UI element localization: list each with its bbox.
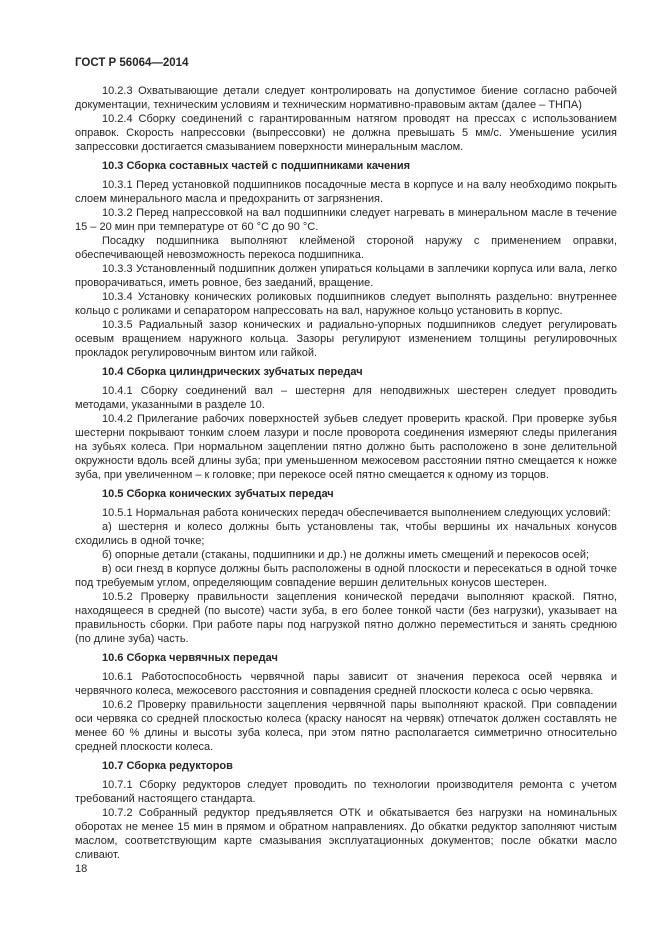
paragraph-10-3-3: 10.3.3 Установленный подшипник должен упираться кольцами в заплечики корпуса или вала, легко проворачиваться, иметь ровное, без заеданий, вращение.: [75, 263, 617, 289]
paragraph-10-2-3: 10.2.3 Охватывающие детали следует контролировать на допустимое биение согласно рабочей документации, техническим условиям и техническим нормативно-правовым актам (далее – ТНПА): [75, 85, 617, 111]
paragraph-10-5-2: 10.5.2 Проверку правильности зацепления конической передачи выполняют краской. Пятно, находящееся в средней (по высоте) части зуба, в его более тонкой части (без нагрузки), указывает на правильность сборки. При работе пары под нагрузкой пятно должно переместиться и занять среднюю (по длине зуба) часть.: [75, 591, 617, 645]
paragraph-10-6-2: 10.6.2 Проверку правильности зацепления червячной пары выполняют краской. При совпадении оси червяка со средней плоскостью колеса (краску наносят на червяк) отпечаток должен составлять не менее 60 % длины и высоты зуба колеса, при этом пятно располагается симметрично относительно средней плоскости колеса.: [75, 699, 617, 753]
paragraph-10-3-2: 10.3.2 Перед напрессовкой на вал подшипники следует нагревать в минеральном масле в течение 15 – 20 мин при температуре от 60 °С до 90 °С.: [75, 207, 617, 233]
section-heading-10-6: 10.6 Сборка червячных передач: [102, 652, 278, 664]
section-heading-10-5: 10.5 Сборка конических зубчатых передач: [102, 488, 334, 500]
paragraph-10-4-2: 10.4.2 Прилегание рабочих поверхностей зубьев следует проверить краской. При проверке зубья шестерни покрывают тонким слоем лазури и после проворота соединения измеряют следы прилегания на зубьях колеса. При нормальном зацеплении пятно должно быть расположено в зоне делительной окружности вдоль всей длины зуба; при уменьшенном межосевом расстоянии пятно смещается к ножке зуба, при увеличенном – к головке; при перекосе осей пятно смещается к одному из торцов.: [75, 413, 617, 481]
paragraph-bearing-mounting: Посадку подшипника выполняют клейменой стороной наружу с применением оправки, обеспечивающей невозможность перекоса подшипника.: [75, 235, 617, 261]
section-heading-10-3: 10.3 Сборка составных частей с подшипниками качения: [102, 160, 411, 172]
list-item-b: б) опорные детали (стаканы, подшипники и др.) не должны иметь смещений и перекосов осей;: [102, 549, 590, 561]
paragraph-10-5-1: 10.5.1 Нормальная работа конических передач обеспечивается выполнением следующих условий:: [102, 507, 611, 519]
paragraph-10-2-4: 10.2.4 Сборку соединений с гарантированным натягом проводят на прессах с использованием оправок. Скорость напрессовки (выпрессовки) не должна превышать 5 мм/с. Уменьшение усилия запрессовки достигается смазыванием поверхности минеральным маслом.: [75, 113, 617, 153]
paragraph-10-7-1: 10.7.1 Сборку редукторов следует проводить по технологии производителя ремонта с учетом требований настоящего стандарта.: [75, 779, 617, 805]
paragraph-10-4-1: 10.4.1 Сборку соединений вал – шестерня для неподвижных шестерен следует проводить методами, указанными в разделе 10.: [75, 385, 617, 411]
section-heading-10-4: 10.4 Сборка цилиндрических зубчатых передач: [102, 366, 363, 378]
paragraph-10-3-4: 10.3.4 Установку конических роликовых подшипников следует выполнять раздельно: внутреннее кольцо с роликами и сепаратором напрессовать на вал, наружное кольцо установить в корпус.: [75, 291, 617, 317]
list-item-a: а) шестерня и колесо должны быть установлены так, чтобы вершины их начальных конусов сходились в одной точке;: [75, 521, 617, 547]
paragraph-10-3-5: 10.3.5 Радиальный зазор конических и радиально-упорных подшипников следует регулировать осевым вращением наружного кольца. Зазоры регулируют изменением толщины регулировочных прокладок регулировочным винтом или гайкой.: [75, 319, 617, 359]
document-header: ГОСТ Р 56064—2014: [75, 57, 189, 69]
list-item-v: в) оси гнезд в корпусе должны быть расположены в одной плоскости и пересекаться в одной точке под требуемым углом, определяющим совпадение вершин делительных конусов шестерен.: [75, 563, 617, 589]
paragraph-10-7-2: 10.7.2 Собранный редуктор предъявляется ОТК и обкатывается без нагрузки на номинальных оборотах не менее 15 мин в прямом и обратном направлениях. До обкатки редуктор заполняют чистым маслом, соответствующим карте смазывания эксплуатационных документов; после обкатки масло сливают.: [75, 807, 617, 861]
section-heading-10-7: 10.7 Сборка редукторов: [102, 760, 233, 772]
paragraph-10-3-1: 10.3.1 Перед установкой подшипников посадочные места в корпусе и на валу необходимо покрыть слоем минерального масла и предохранить от загрязнения.: [75, 179, 617, 205]
page-number: 18: [75, 863, 88, 875]
paragraph-10-6-1: 10.6.1 Работоспособность червячной пары зависит от значения перекоса осей червяка и червячного колеса, межосевого расстояния и совпадения средней плоскости колеса с осью червяка.: [75, 671, 617, 697]
